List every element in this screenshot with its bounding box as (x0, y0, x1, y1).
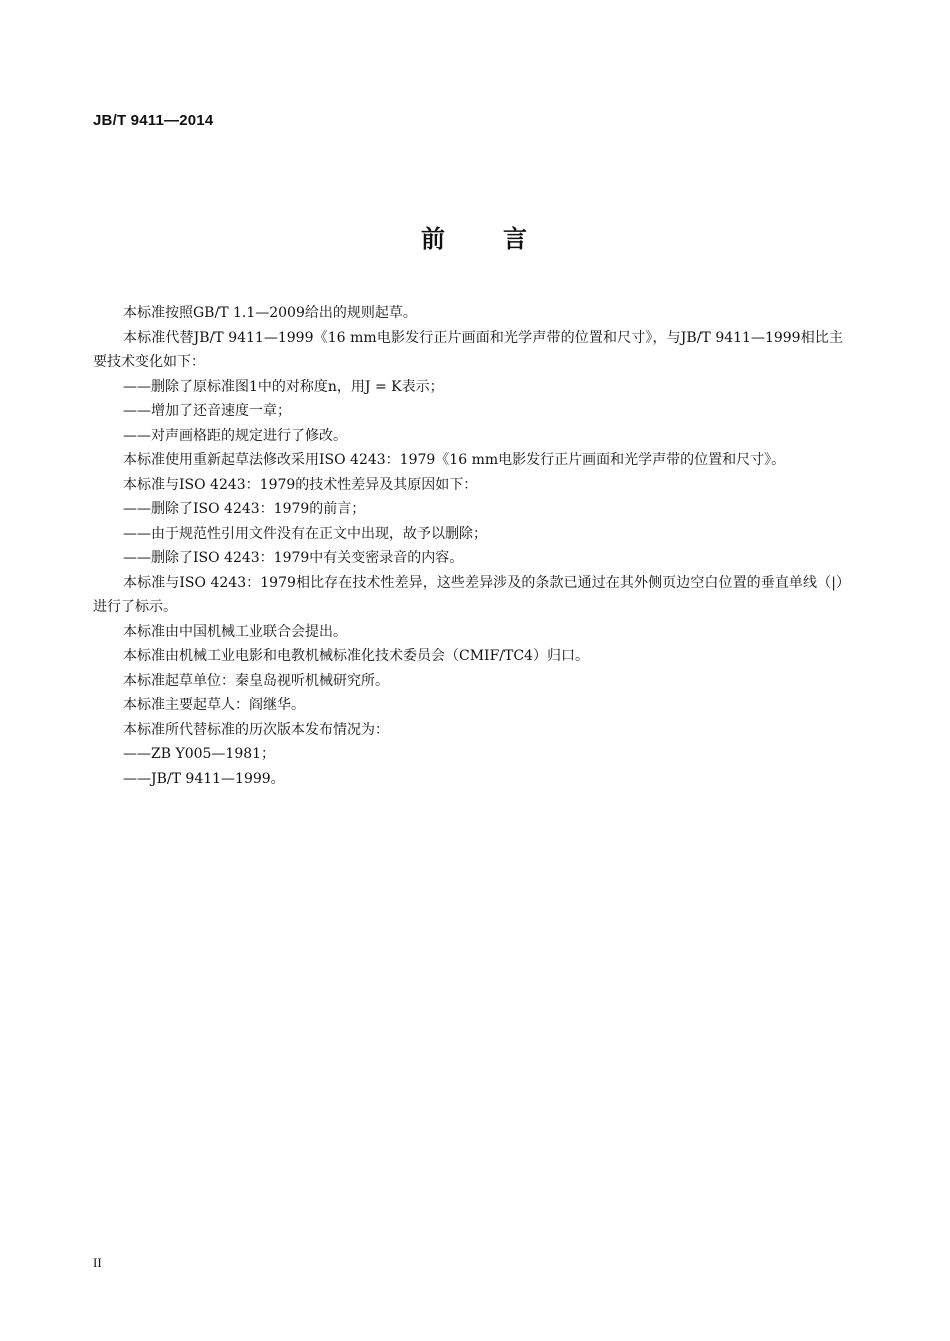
list-item: ——增加了还音速度一章； (123, 403, 291, 419)
paragraph-administered-by: 本标准由机械工业电影和电教机械标准化技术委员会（CMIF/TC4）归口。 (123, 648, 589, 664)
paragraph-differences: 本标准与ISO 4243：1979的技术性差异及其原因如下： (123, 476, 478, 493)
paragraph-replaces: 本标准代替JB/T 9411—1999《16 mm电影发行正片画面和光学声带的位置和尺寸》，与JB/T 9411—1999相比主要技术变化如下： (93, 329, 843, 370)
list-item: ——对声画格距的规定进行了修改。 (123, 427, 347, 444)
paragraph-history: 本标准所代替标准的历次版本发布情况为： (123, 721, 389, 738)
list-item: ——删除了原标准图1中的对称度n，用J = K表示； (123, 378, 444, 395)
title-char-2: 言 (503, 225, 529, 253)
list-item: ——删除了ISO 4243：1979的前言； (123, 501, 366, 517)
list-item: ——JB/T 9411—1999。 (123, 770, 285, 787)
paragraph-drafters: 本标准主要起草人：阎继华。 (123, 697, 305, 713)
list-item: ——ZB Y005—1981； (123, 746, 276, 762)
list-item: ——删除了ISO 4243：1979中有关变密录音的内容。 (123, 550, 464, 566)
paragraph-drafting-unit: 本标准起草单位：秦皇岛视听机械研究所。 (123, 672, 389, 689)
page-title (0, 219, 950, 254)
standard-number: JB/T 9411—2014 (93, 112, 214, 129)
page-number: II (93, 1255, 102, 1270)
list-item: ——由于规范性引用文件没有在正文中出现，故予以删除； (123, 525, 487, 542)
paragraph-marking: 本标准与ISO 4243：1979相比存在技术性差异，这些差异涉及的条款已通过在其外侧页边空白位置的垂直单线（|）进行了标示。 (93, 574, 843, 615)
title-char-1: 前 (421, 225, 447, 253)
paragraph-proposed-by: 本标准由中国机械工业联合会提出。 (123, 623, 347, 640)
paragraph-adoption: 本标准使用重新起草法修改采用ISO 4243：1979《16 mm电影发行正片画面和光学声带的位置和尺寸》。 (123, 452, 786, 468)
foreword-body (93, 301, 843, 791)
paragraph-drafting-rules: 本标准按照GB/T 1.1—2009给出的规则起草。 (123, 305, 417, 321)
